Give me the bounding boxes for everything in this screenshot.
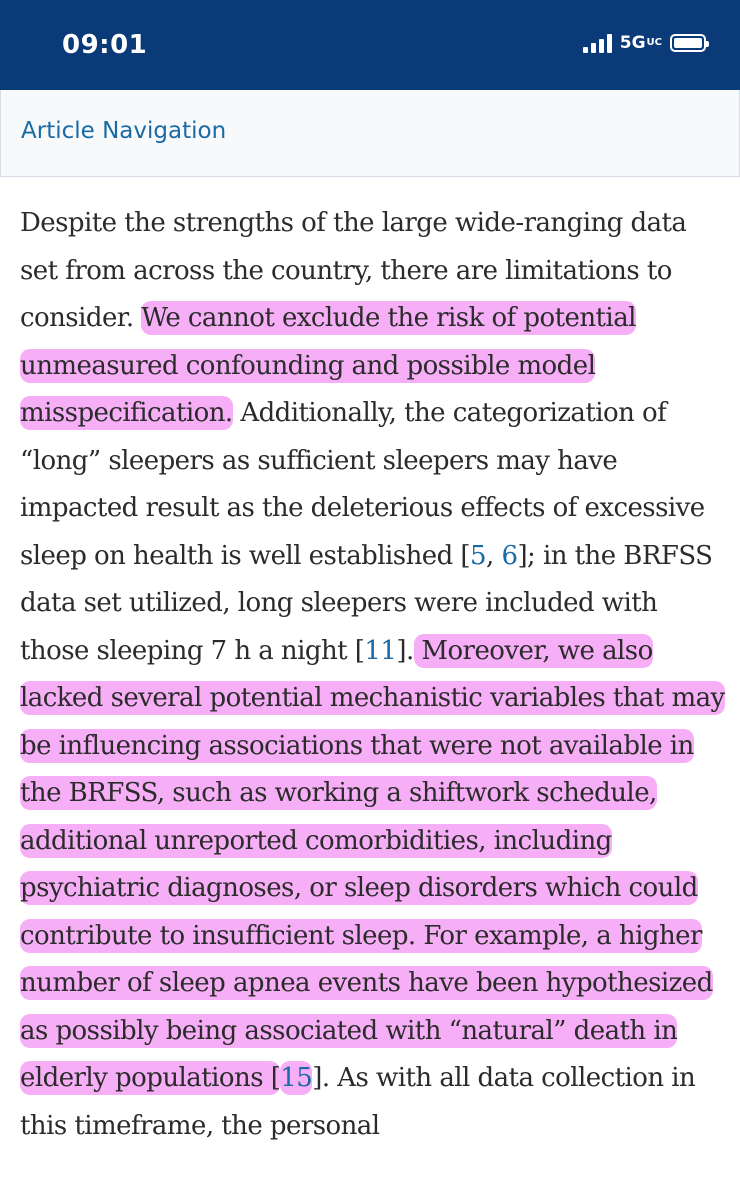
highlighted-text: We cannot exclude the risk of potential unmeasured confounding and possible model misspecification. — [20, 303, 636, 428]
highlighted-text: Moreover, we also lacked several potential mechanistic variables that may be influencing associations that were not available in the BRFSS, such as working a shiftwork schedule, additional unreported comorbidities, including psychiatric diagnoses, or sleep disorders which could contribute to insufficient sleep. For example, a higher number of sleep apnea events have been hypothesized as possibly being associated with “natural” death in elderly populations [ — [20, 635, 725, 1093]
network-label: 5G — [619, 33, 646, 53]
battery-icon — [670, 34, 706, 52]
text-segment: ]; in the BRFSS data set utilized, long sleepers were included with those sleeping 7 h a night [ — [20, 540, 713, 666]
network-indicator — [620, 33, 662, 53]
article-navigation-link[interactable]: Article Navigation — [21, 118, 227, 144]
status-bar — [0, 0, 740, 90]
text-segment: ]. As with all data collection in this timeframe, the personal — [20, 1063, 696, 1141]
text-segment: , — [486, 540, 502, 571]
reference-link-5[interactable]: 5 — [470, 540, 486, 571]
article-paragraph — [20, 200, 725, 1150]
status-indicators — [583, 33, 706, 53]
article-navigation-panel — [0, 90, 740, 177]
network-sub-label: UC — [646, 37, 662, 48]
text-segment: ]. — [396, 635, 414, 666]
status-time: 09:01 — [62, 30, 148, 60]
signal-icon — [583, 33, 612, 53]
reference-link-11[interactable]: 11 — [364, 635, 397, 666]
reference-link-6[interactable]: 6 — [501, 540, 518, 571]
reference-link-15[interactable]: 15 — [280, 1063, 313, 1093]
text-segment: Despite the strengths of the large wide-ranging data set from across the country, there are limitations to consider. — [20, 208, 687, 333]
text-segment: Additionally, the categorization of “long” sleepers as sufficient sleepers may have impacted result as the deleterious effects of excessive sleep on health is well established [ — [20, 398, 705, 571]
article-body — [20, 200, 725, 1150]
